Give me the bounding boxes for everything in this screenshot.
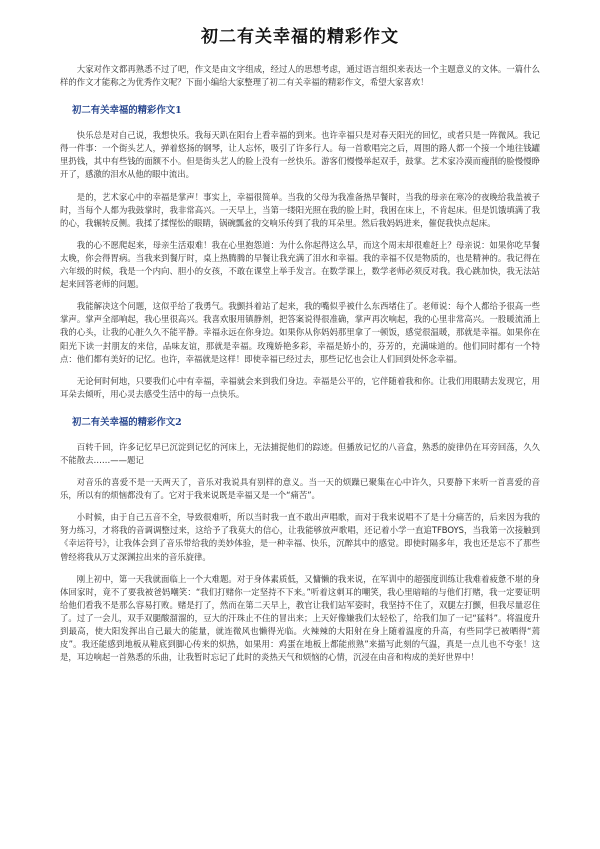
paragraph: 百转千回，许多记忆早已沉淀到记忆的河床上，无法捕捉他们的踪迹。但播放记忆的八音盒，熟悉的旋律仍在耳旁回荡，久久不能散去……——题记 bbox=[60, 441, 540, 465]
paragraph: 小时候，由于自己五音不全，导致很难听，所以当时我一直不敢出声唱歌，而对于我来说唱不了是十分痛苦的，后来因为我的努力练习，才将我的音调调整过来，这给予了我莫大的信心，让我能够放声歌唱，还记着小学一直追TFBOYS，当我第一次接触到《幸运符号》，让我体会到了音乐带给我的美妙体验，是一种幸福、快乐，沉醉其中的感觉。即使时隔多年，我也还是忘不了那些曾经将我从万丈深渊拉出来的音乐旋律。 bbox=[60, 512, 540, 562]
document-title: 初二有关幸福的精彩作文 bbox=[201, 27, 399, 47]
paragraph: 我能解决这个问题，这似乎给了我勇气。我颤抖着站了起来，我的嘴似乎被什么东西堵住了。老师说：每个人都给予很高一些掌声。掌声全部响起，我心里很高兴。我喜欢服用镇静剂，把答案说得很准确，掌声再次响起，我的心里非常高兴。一股暖流涌上我的心头，让我的心脏久久不能平静。幸福永远在你身边。如果你从你妈妈那里拿了一顿饭，感觉很温暖，那就是幸福。如果你在阳光下读一封朋友的来信，品味友谊，那就是幸福。玫瑰娇艳多彩，幸福是娇小的，芬芳的，充满味道的。他们同时都有一个特点：他们都有美好的记忆。也许，幸福就是这样！即使幸福已经过去，那些记忆也会让人们回到处怀念幸福。 bbox=[60, 301, 540, 364]
essay-section-1 bbox=[60, 102, 540, 401]
paragraph: 刚上初中，第一天我就面临上一个大难题。对于身体素质低，又慵懒的我来说，在军训中的超强度训练让我难着疲惫不堪的身体回家时，竟不了要我被爸妈嘲笑：“我们打赌你一定坚持不下来。”听着这刺耳的嘲笑，我心里暗暗的与他们打赌，我一定要证明给他们看我不是那么容易打败。赌是打了，然而在第二天早上，教官让我们站军姿时，我坚持不住了，双腿左打颤，但我尽量忍住了。过了一会儿，双手双腿酸溜溜的，豆大的汗珠止不住的冒出来；上天好像嫌我们太轻松了，给我们加了一记“猛料”。将温度升到最高，使大阳发挥出自己最大的能量，就连微风也懒得光临。火辣辣的大阳射在身上随着温度的升高，有些同学已被晒得“蔫皮”。我还能感到地板从鞋底到脚心传来的炽热，如果用：鸡蛋在地板上都能煎熟”来描写此刻的气温，真是一点儿也不夸张！这是，耳边响起一首熟悉的乐曲，让我暂时忘记了此时的炎热天气和烦恼的心情，沉浸在由音和构成的美好世界中！ bbox=[60, 573, 540, 663]
essay-section-2 bbox=[60, 414, 540, 664]
paragraph: 我的心不愿爬起来，母亲生活艰难！我在心里抱怨道：为什么你起得这么早，而这个周末却很难赶上？母亲说：如果你吃早餐太晚，你会得胃病。当我来到餐厅时，桌上热腾腾的早餐让我充满了泪水和幸福。我的幸福不仅是物质的，也是精神的。我记得在六年级的时候，我是一个内向、胆小的女孩，不敢在课堂上举手发言。在数学课上，数学老师必须反对我。我心跳加快，我无法站起来回答老师的问题。 bbox=[60, 239, 540, 290]
section-heading: 初二有关幸福的精彩作文2 bbox=[72, 416, 182, 428]
paragraph: 是的，艺术家心中的幸福是掌声！事实上，幸福很简单。当我的父母为我准备热早餐时，当我的母亲在寒冷的夜晚给我盖被子时，当每个人都为我鼓掌时，我非常高兴。一天早上，当第一缕阳光照在我的脸上时，我困在床上，不肯起床。但是饥饿填满了我的心，我辗转反侧。我揉了揉惺忪的眼睛，锅碗瓢盆的交响乐传到了我的耳朵里。然后我妈妈进来，催促我快点起床。 bbox=[60, 191, 540, 228]
paragraph: 快乐总是对自己说，我想快乐。我每天趴在阳台上看幸福的到来。也许幸福只是对春天阳光的回忆，或者只是一阵微风。我记得一件事：一个街头艺人，弹着悠扬的钢琴，让人忘怀，吸引了许多行人。每一首歌唱完之后，周围的路人都一个接一个地往钱罐里扔钱，其中有些钱的面额不小。但是街头艺人的脸上没有一丝快乐。游客们慢慢举起双手，鼓掌。艺术家冷漠而瘦削的脸慢慢睁开了，感激的泪水从他的眼中流出。 bbox=[60, 130, 540, 180]
paragraph: 对音乐的喜爱不是一天两天了，音乐对我说具有别样的意义。当一天的烦躁已聚集在心中许久，只要静下来听一首喜爱的音乐，所以有的烦恼都没有了。它对于我来说既是幸福又是一个“痛苦”。 bbox=[60, 477, 540, 501]
intro-paragraph: 大家对作文都再熟悉不过了吧，作文是由文字组成，经过人的思想考虑，通过语言组织来表达一个主题意义的文体。一篇什么样的作文才能称之为优秀作文呢？下面小编给大家整理了初二有关幸福的精彩作文，希望大家喜欢！ bbox=[60, 64, 540, 88]
paragraph: 无论何时何地，只要我们心中有幸福，幸福就会来到我们身边。幸福是公平的，它伴随着我和你。让我们用眼睛去发现它，用耳朵去倾听，用心灵去感受生活中的每一点快乐。 bbox=[60, 375, 540, 399]
section-heading: 初二有关幸福的精彩作文1 bbox=[72, 105, 182, 117]
